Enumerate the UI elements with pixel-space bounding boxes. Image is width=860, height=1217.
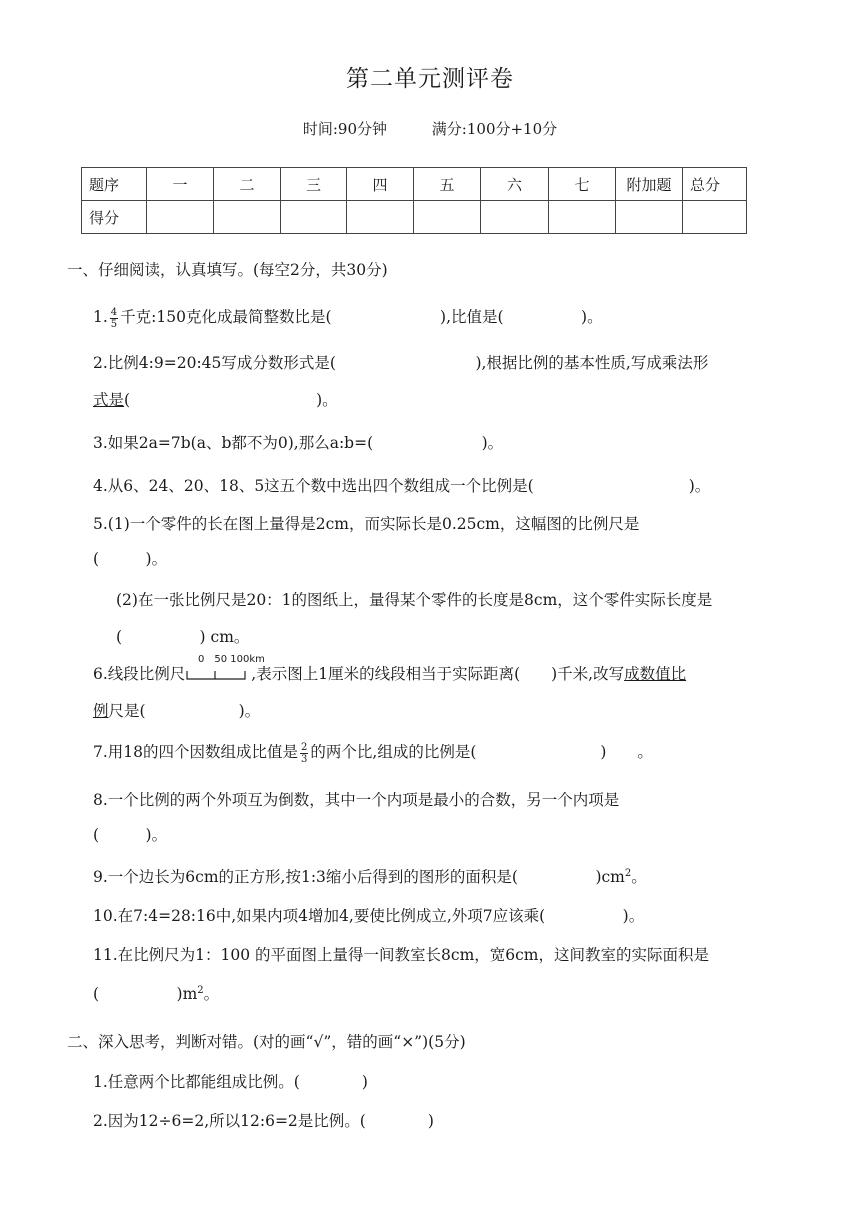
question-1-8-line1: 8.一个比例的两个外项互为倒数，其中一个内项是最小的合数，另一个内项是: [93, 791, 620, 809]
scale-bar-labels: 0 50 100km: [198, 654, 265, 665]
exam-time: 时间:90分钟: [302, 120, 388, 138]
score-cell[interactable]: [347, 201, 414, 234]
question-1-1: [93, 305, 603, 330]
q-text: 的两个比,组成的比例是( ) 。: [310, 743, 653, 761]
question-1-5-1-line2: ( )。: [93, 550, 168, 568]
score-header-cell: 三: [281, 168, 347, 201]
question-1-6-line2: [93, 699, 260, 721]
superscript: 2: [197, 984, 204, 996]
q-text: 6.线段比例尺: [93, 665, 186, 683]
question-1-6-line1: [93, 662, 686, 684]
score-cell[interactable]: [549, 201, 616, 234]
question-1-11-line1: 11.在比例尺为1：100 的平面图上量得一间教室长8cm，宽6cm，这间教室的实际面积是: [93, 946, 710, 964]
question-1-8-line2: ( )。: [93, 826, 168, 844]
score-header-cell: 四: [347, 168, 414, 201]
question-1-5-1-line1: 5.(1)一个零件的长在图上量得是2cm，而实际长是0.25cm，这幅图的比例尺是: [93, 515, 640, 533]
q-text: 7.用18的四个因数组成比值是: [93, 743, 299, 761]
score-table-score-row: [82, 201, 747, 234]
q-text: ( )。: [124, 391, 338, 409]
scale-bar-icon: [185, 669, 251, 681]
score-table: [81, 167, 747, 234]
fraction-numerator: 4: [110, 306, 118, 318]
section-1-heading: 一、仔细阅读，认真填写。(每空2分，共30分): [67, 261, 388, 279]
score-header-cell: 六: [481, 168, 549, 201]
q-text: 。: [631, 868, 647, 886]
question-1-7: [93, 740, 653, 765]
score-cell[interactable]: [414, 201, 481, 234]
score-header-cell: 五: [414, 168, 481, 201]
score-cell[interactable]: [147, 201, 214, 234]
question-1-5-2-line2: ( ) cm。: [116, 628, 250, 646]
q-text: 尺是( )。: [108, 702, 261, 720]
q-text: ( )m: [93, 985, 198, 1003]
q-text: 9.一个边长为6cm的正方形,按1:3缩小后得到的图形的面积是( )cm: [93, 868, 625, 886]
score-header-cell: 附加题: [616, 168, 683, 201]
score-cell[interactable]: [616, 201, 683, 234]
q-text: 。: [203, 985, 220, 1003]
score-header-cell: 题序: [82, 168, 147, 201]
question-1-2-line1: 2.比例4:9=20:45写成分数形式是( ),根据比例的基本性质,写成乘法形: [93, 354, 709, 372]
superscript: 2: [624, 867, 632, 879]
score-table-header-row: [82, 168, 747, 201]
section-2-heading: 二、深入思考，判断对错。(对的画“√”，错的画“×”)(5分): [67, 1033, 466, 1051]
exam-full-score: 满分:100分+10分: [431, 120, 558, 138]
score-row-label: 得分: [82, 201, 147, 234]
score-header-cell: 二: [214, 168, 281, 201]
question-2-2: 2.因为12÷6=2,所以12:6=2是比例。( ): [93, 1112, 434, 1130]
underlined-text: 式是: [93, 391, 125, 409]
fraction-denominator: 3: [301, 753, 308, 765]
score-header-cell: 七: [549, 168, 616, 201]
question-1-9: [93, 865, 647, 887]
q-text: 千克:150克化成最简整数比是( ),比值是( )。: [120, 308, 603, 326]
score-cell[interactable]: [214, 201, 281, 234]
question-1-10: 10.在7:4=28:16中,如果内项4增加4,要使比例成立,外项7应该乘( )。: [93, 907, 645, 925]
score-header-cell: 一: [147, 168, 214, 201]
underlined-text: 成数值比: [624, 665, 687, 683]
question-1-5-2-line1: (2)在一张比例尺是20：1的图纸上，量得某个零件的长度是8cm，这个零件实际长度是: [116, 591, 713, 609]
question-1-3: 3.如果2a=7b(a、b都不为0),那么a:b=( )。: [93, 434, 504, 452]
question-1-11-line2: [93, 982, 219, 1004]
fraction-numerator: 2: [301, 741, 308, 753]
exam-meta: [0, 118, 860, 139]
question-1-2-line2: [93, 388, 338, 410]
score-header-cell: 总分: [683, 168, 747, 201]
fraction: [110, 307, 118, 330]
underlined-text: 例: [93, 702, 109, 720]
score-cell[interactable]: [683, 201, 747, 234]
question-2-1: 1.任意两个比都能组成比例。( ): [93, 1073, 368, 1091]
fraction: [300, 742, 308, 765]
page-title: 第二单元测评卷: [346, 66, 514, 92]
fraction-denominator: 5: [110, 318, 118, 330]
score-cell[interactable]: [481, 201, 549, 234]
q-number: 1.: [93, 308, 108, 326]
q-text: ,表示图上1厘米的线段相当于实际距离( )千米,改写: [251, 665, 625, 683]
question-1-4: 4.从6、24、20、18、5这五个数中选出四个数组成一个比例是( )。: [93, 477, 711, 495]
score-cell[interactable]: [281, 201, 347, 234]
